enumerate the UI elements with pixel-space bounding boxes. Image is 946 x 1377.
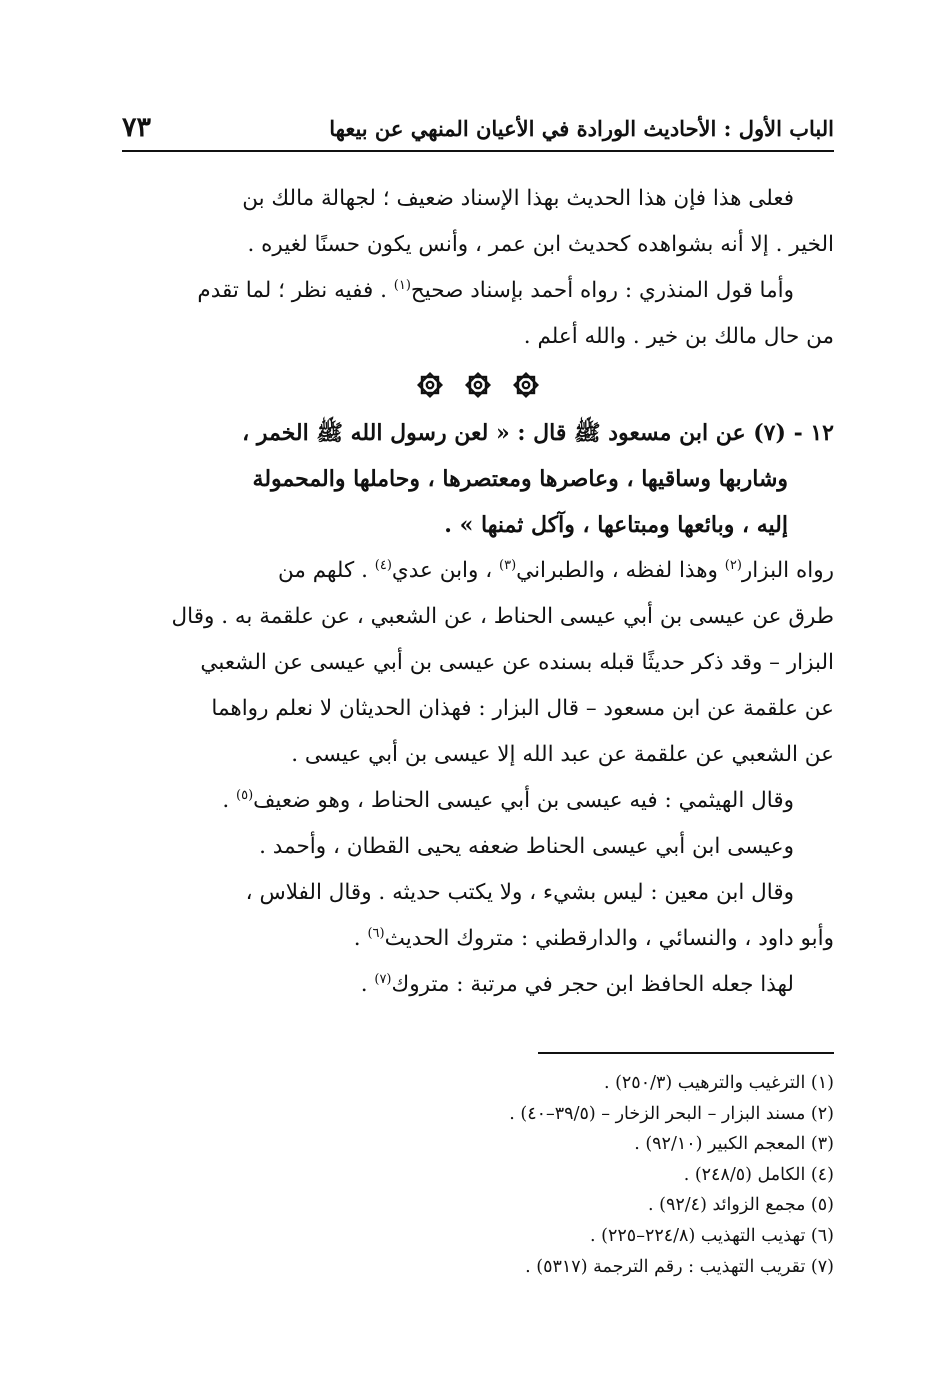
chapter-title: الباب الأول : الأحاديث الورادة في الأعيان المنهي عن بيعها — [329, 116, 834, 141]
hadith-heading: ١٢ - (٧) عن ابن مسعود ﷺ قال : « لعن رسول الله ﷺ الخمر ، — [242, 420, 834, 446]
text-line: من حال مالك بن خير . والله أعلم . — [523, 324, 834, 349]
footnote: (٦) تهذيب التهذيب (٢٢٤/٨–٢٢٥) . — [590, 1225, 834, 1246]
text-line — [122, 548, 834, 594]
footnote: (١) الترغيب والترهيب (٢٥٠/٣) . — [603, 1073, 834, 1093]
text-line — [122, 268, 834, 314]
octagram-ornament-icon — [415, 370, 445, 400]
text-line: عن الشعبي عن علقمة عن عبد الله إلا عيسى بن أبي عيسى . — [291, 742, 834, 767]
main-text — [122, 176, 834, 1008]
text-span: . — [353, 926, 368, 951]
footnote-ref: (٢) — [724, 557, 742, 573]
footnote-ref: (٥) — [236, 787, 254, 803]
footnote-ref: (٧) — [374, 971, 392, 987]
hadith-text: وشاربها وساقيها ، وعاصرها ومعتصرها ، وحاملها والمحمولة — [252, 466, 788, 492]
text-span: . ففيه نظر ؛ لما تقدم — [197, 278, 394, 303]
footnote: (٢) مسند البزار – البحر الزخار – (٣٩/٥–٤٠) . — [509, 1103, 834, 1124]
footnote: (٧) تقريب التهذيب : رقم الترجمة (٥٣١٧) . — [525, 1256, 834, 1277]
text-span: . كلهم من — [277, 558, 375, 583]
text-span: . — [222, 788, 237, 813]
footnote-ref: (٤) — [374, 557, 392, 573]
footnote: (٣) المعجم الكبير (٩٢/١٠) . — [634, 1134, 834, 1155]
text-line — [122, 916, 834, 962]
text-span: وأما قول المنذري : رواه أحمد بإسناد صحيح — [410, 278, 794, 303]
footnote: (٤) الكامل (٢٤٨/٥) . — [683, 1164, 834, 1185]
text-line: طرق عن عيسى بن أبي عيسى الحناط ، عن الشعبي ، عن علقمة به . وقال — [171, 604, 834, 629]
text-span: ، وابن عدي — [391, 558, 500, 583]
text-span: وأبو داود ، والنسائي ، والدارقطني : متروك الحديث — [384, 926, 834, 951]
footnote-separator — [538, 1052, 834, 1054]
text-line — [122, 962, 834, 1008]
text-span: . — [360, 972, 375, 997]
text-line: وعيسى ابن أبي عيسى الحناط ضعفه يحيى القطان ، وأحمد . — [259, 834, 794, 859]
page-number: ٧٣ — [122, 112, 152, 143]
text-line: وقال ابن معين : ليس بشيء ، ولا يكتب حديثه . وقال الفلاس ، — [245, 880, 794, 905]
text-line: الخير . إلا أنه بشواهده كحديث ابن عمر ، وأنس يكون حسنًا لغيره . — [247, 232, 834, 257]
footnotes — [300, 1068, 834, 1282]
footnote-ref: (٦) — [367, 925, 385, 941]
text-line: البزار – وقد ذكر حديثًا قبله بسنده عن عيسى بن أبي عيسى عن الشعبي — [200, 650, 834, 675]
text-line: عن علقمة عن ابن مسعود – قال البزار : فهذان الحديثان لا نعلم رواهما — [211, 696, 834, 721]
text-span: لهذا جعله الحافظ ابن حجر في مرتبة : متروك — [391, 972, 794, 997]
footnote: (٥) مجمع الزوائد (٩٢/٤) . — [648, 1195, 834, 1216]
hadith-text: إليه ، وبائعها ومبتاعها ، وآكل ثمنها » . — [444, 512, 788, 538]
section-divider — [122, 360, 834, 410]
running-header — [122, 112, 834, 152]
footnote-ref: (١) — [393, 277, 411, 293]
text-span: وهذا لفظه ، والطبراني — [516, 558, 725, 583]
octagram-ornament-icon — [463, 370, 493, 400]
text-line — [122, 778, 834, 824]
text-line: فعلى هذا فإن هذا الحديث بهذا الإسناد ضعيف ؛ لجهالة مالك بن — [242, 186, 794, 211]
octagram-ornament-icon — [511, 370, 541, 400]
text-span: وقال الهيثمي : فيه عيسى بن أبي عيسى الحناط ، وهو ضعيف — [253, 788, 794, 813]
text-span: رواه البزار — [741, 558, 834, 583]
footnote-ref: (٣) — [499, 557, 517, 573]
